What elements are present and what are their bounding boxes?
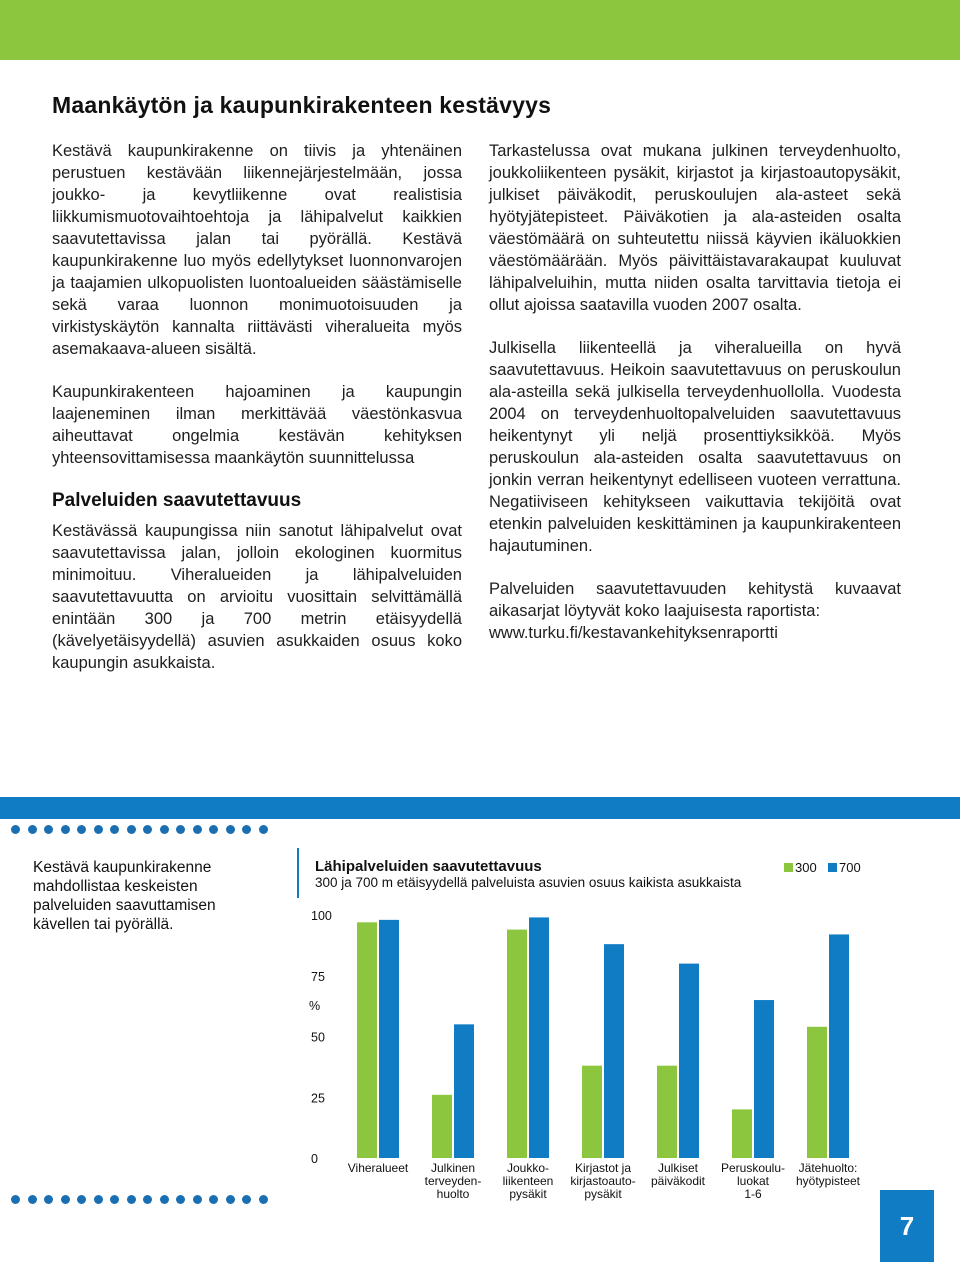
divider-dot — [94, 825, 103, 834]
divider-dot — [77, 1195, 86, 1204]
x-tick-label: Kirjastot ja — [574, 1161, 632, 1175]
x-tick-label: pysäkit — [584, 1187, 622, 1201]
divider-dot — [242, 1195, 251, 1204]
bar — [454, 1024, 474, 1158]
bar — [507, 930, 527, 1158]
bar-chart — [297, 848, 882, 1208]
divider-dot — [226, 1195, 235, 1204]
y-tick-label: 100 — [311, 909, 332, 923]
divider-dot — [127, 825, 136, 834]
bar — [357, 922, 377, 1158]
legend-label: 300 — [795, 860, 817, 875]
divider-dot — [110, 1195, 119, 1204]
bar — [657, 1066, 677, 1158]
bar — [732, 1109, 752, 1158]
divider-dot — [242, 825, 251, 834]
bottom-color-band — [0, 797, 960, 819]
x-tick-label: 1-6 — [744, 1187, 762, 1201]
x-tick-label: Julkiset — [657, 1161, 699, 1175]
divider-dot — [94, 1195, 103, 1204]
x-tick-label: Peruskoulu- — [720, 1161, 786, 1175]
y-axis-label: % — [309, 999, 321, 1013]
bar — [807, 1027, 827, 1158]
paragraph: Kestävässä kaupungissa niin sanotut lähipalvelut ovat saavutettavissa jalan, jolloin ekologinen kuormitus minimoituu. Viheralueiden ja lähipalveluiden saavutettavuutta on arvioitu vuosittain selvittämällä enintään 300 ja 700 metrin etäisyydellä (kävelyetäisyydellä) asuvien asukkaiden osuus koko kaupungin asukkaista. — [52, 522, 462, 672]
paragraph: Palveluiden saavutettavuuden kehitystä kuvaavat aikasarjat löytyvät koko laajuisesta raportista: — [489, 580, 901, 620]
x-tick-label: Joukko- — [506, 1161, 550, 1175]
bar — [432, 1095, 452, 1158]
x-tick-label: huolto — [436, 1187, 470, 1201]
bar — [604, 944, 624, 1158]
paragraph: Kaupunkirakenteen hajoaminen ja kaupungin laajeneminen ilman merkittävää väestönkasvua aiheuttavat ongelmia kestävän kehityksen yhteensovittamisessa maankäytön suunnittelussa — [52, 383, 462, 467]
divider-dot — [127, 1195, 136, 1204]
paragraph: Tarkastelussa ovat mukana julkinen terveydenhuolto, joukkoliikenteen pysäkit, kirjastot ja kirjastoautopysäkit, julkiset päiväkodit, peruskoulujen ala-asteet sekä hyötyjätepisteet. Päiväkotien ja ala-asteiden osalta väestömäärä on suhteutettu niissä käyvien ikäluokkien väestömäärään. Myös päivittäistavarakaupat kuuluvat lähipalveluihin, mutta niiden osalta tarvittavia tietoja ei ollut ajoissa saatavilla vuoden 2007 osalta. — [489, 142, 901, 314]
x-tick-label: päiväkodit — [650, 1174, 706, 1188]
divider-dot — [44, 825, 53, 834]
bar — [829, 934, 849, 1158]
section-subtitle: Palveluiden saavutettavuus — [52, 490, 302, 511]
divider-dot — [77, 825, 86, 834]
x-tick-label: pysäkit — [509, 1187, 547, 1201]
page-title: Maankäytön ja kaupunkirakenteen kestävyys — [52, 92, 552, 118]
divider-dot — [110, 825, 119, 834]
divider-dot — [61, 825, 70, 834]
right-text-column — [489, 140, 901, 644]
divider-dot — [11, 1195, 20, 1204]
divider-dot — [143, 825, 152, 834]
divider-dot — [28, 1195, 37, 1204]
legend-label: 700 — [839, 860, 861, 875]
dots-divider — [0, 825, 280, 835]
legend-swatch — [784, 863, 793, 872]
report-link[interactable]: www.turku.fi/kestavankehityksenraportti — [489, 624, 778, 642]
x-tick-label: luokat — [736, 1174, 770, 1188]
divider-dot — [193, 825, 202, 834]
divider-dot — [160, 825, 169, 834]
x-tick-label: Viheralueet — [347, 1161, 409, 1175]
x-tick-label: kirjastoauto- — [570, 1174, 636, 1188]
y-tick-label: 0 — [311, 1152, 318, 1166]
figure-caption: Kestävä kaupunkirakenne mahdollistaa keskeisten palveluiden saavuttamisen kävellen tai pyörällä. — [33, 859, 216, 933]
divider-dot — [259, 825, 268, 834]
x-tick-label: Jätehuolto: — [798, 1161, 858, 1175]
divider-dot — [28, 825, 37, 834]
divider-dot — [176, 825, 185, 834]
left-text-column — [52, 140, 462, 695]
divider-dot — [259, 1195, 268, 1204]
divider-dot — [209, 1195, 218, 1204]
chart-title: Lähipalveluiden saavutettavuus — [315, 858, 542, 875]
y-tick-label: 50 — [311, 1030, 325, 1045]
divider-dot — [193, 1195, 202, 1204]
x-tick-label: terveyden- — [424, 1174, 482, 1188]
divider-dot — [176, 1195, 185, 1204]
x-tick-label: liikenteen — [502, 1174, 554, 1188]
paragraph: Kestävä kaupunkirakenne on tiivis ja yhtenäinen perustuen kestävään liikennejärjestelmään, jossa joukko- ja kevytliikenne ovat realistisia liikkumismuotovaihtoehtoja ja lähipalvelut kaikkien saavutettavissa jalan tai pyörällä. Kestävä kaupunkirakenne luo myös edellytykset luonnonvarojen ja taajamien ulkopuolisten luontoalueiden säästämiselle sekä varaa luonnon monimuotoisuuden ja virkistyskäytön kannalta riittävästi viheralueita myös asemakaava-alueen sisältä. — [52, 142, 462, 358]
bar — [754, 1000, 774, 1158]
divider-dot — [11, 825, 20, 834]
bar — [379, 920, 399, 1158]
legend-swatch — [828, 863, 837, 872]
divider-dot — [143, 1195, 152, 1204]
top-color-band — [0, 0, 960, 60]
y-tick-label: 75 — [311, 969, 325, 984]
y-tick-label: 25 — [311, 1091, 325, 1106]
page-number: 7 — [880, 1190, 934, 1262]
divider-dot — [226, 825, 235, 834]
x-tick-label: hyötypisteet — [795, 1174, 861, 1188]
divider-dot — [209, 825, 218, 834]
divider-dot — [44, 1195, 53, 1204]
dots-divider — [0, 1195, 280, 1205]
bar — [529, 917, 549, 1158]
divider-dot — [160, 1195, 169, 1204]
divider-dot — [61, 1195, 70, 1204]
x-tick-label: Julkinen — [430, 1161, 476, 1175]
bar — [582, 1066, 602, 1158]
paragraph: Julkisella liikenteellä ja viheralueilla on hyvä saavutettavuus. Heikoin saavutettavuus on peruskoulun ala-asteilla sekä julkisella terveydenhuollolla. Vuodesta 2004 on terveydenhuoltopalveluiden saavutettavuus heikentynyt yli neljä prosenttiyksikköä. Myös peruskoulun ala-asteiden osalta saavutettavuus on jonkin verran heikentynyt edelliseen vuoteen verrattuna. Negatiiviseen kehitykseen vaikuttavia tekijöitä ovat etenkin palveluiden keskittäminen ja kaupunkirakenteen hajautuminen. — [489, 339, 901, 555]
chart-subtitle: 300 ja 700 m etäisyydellä palveluista asuvien osuus kaikista asukkaista — [315, 875, 742, 890]
chart-svg — [297, 848, 882, 1208]
bar — [679, 964, 699, 1158]
